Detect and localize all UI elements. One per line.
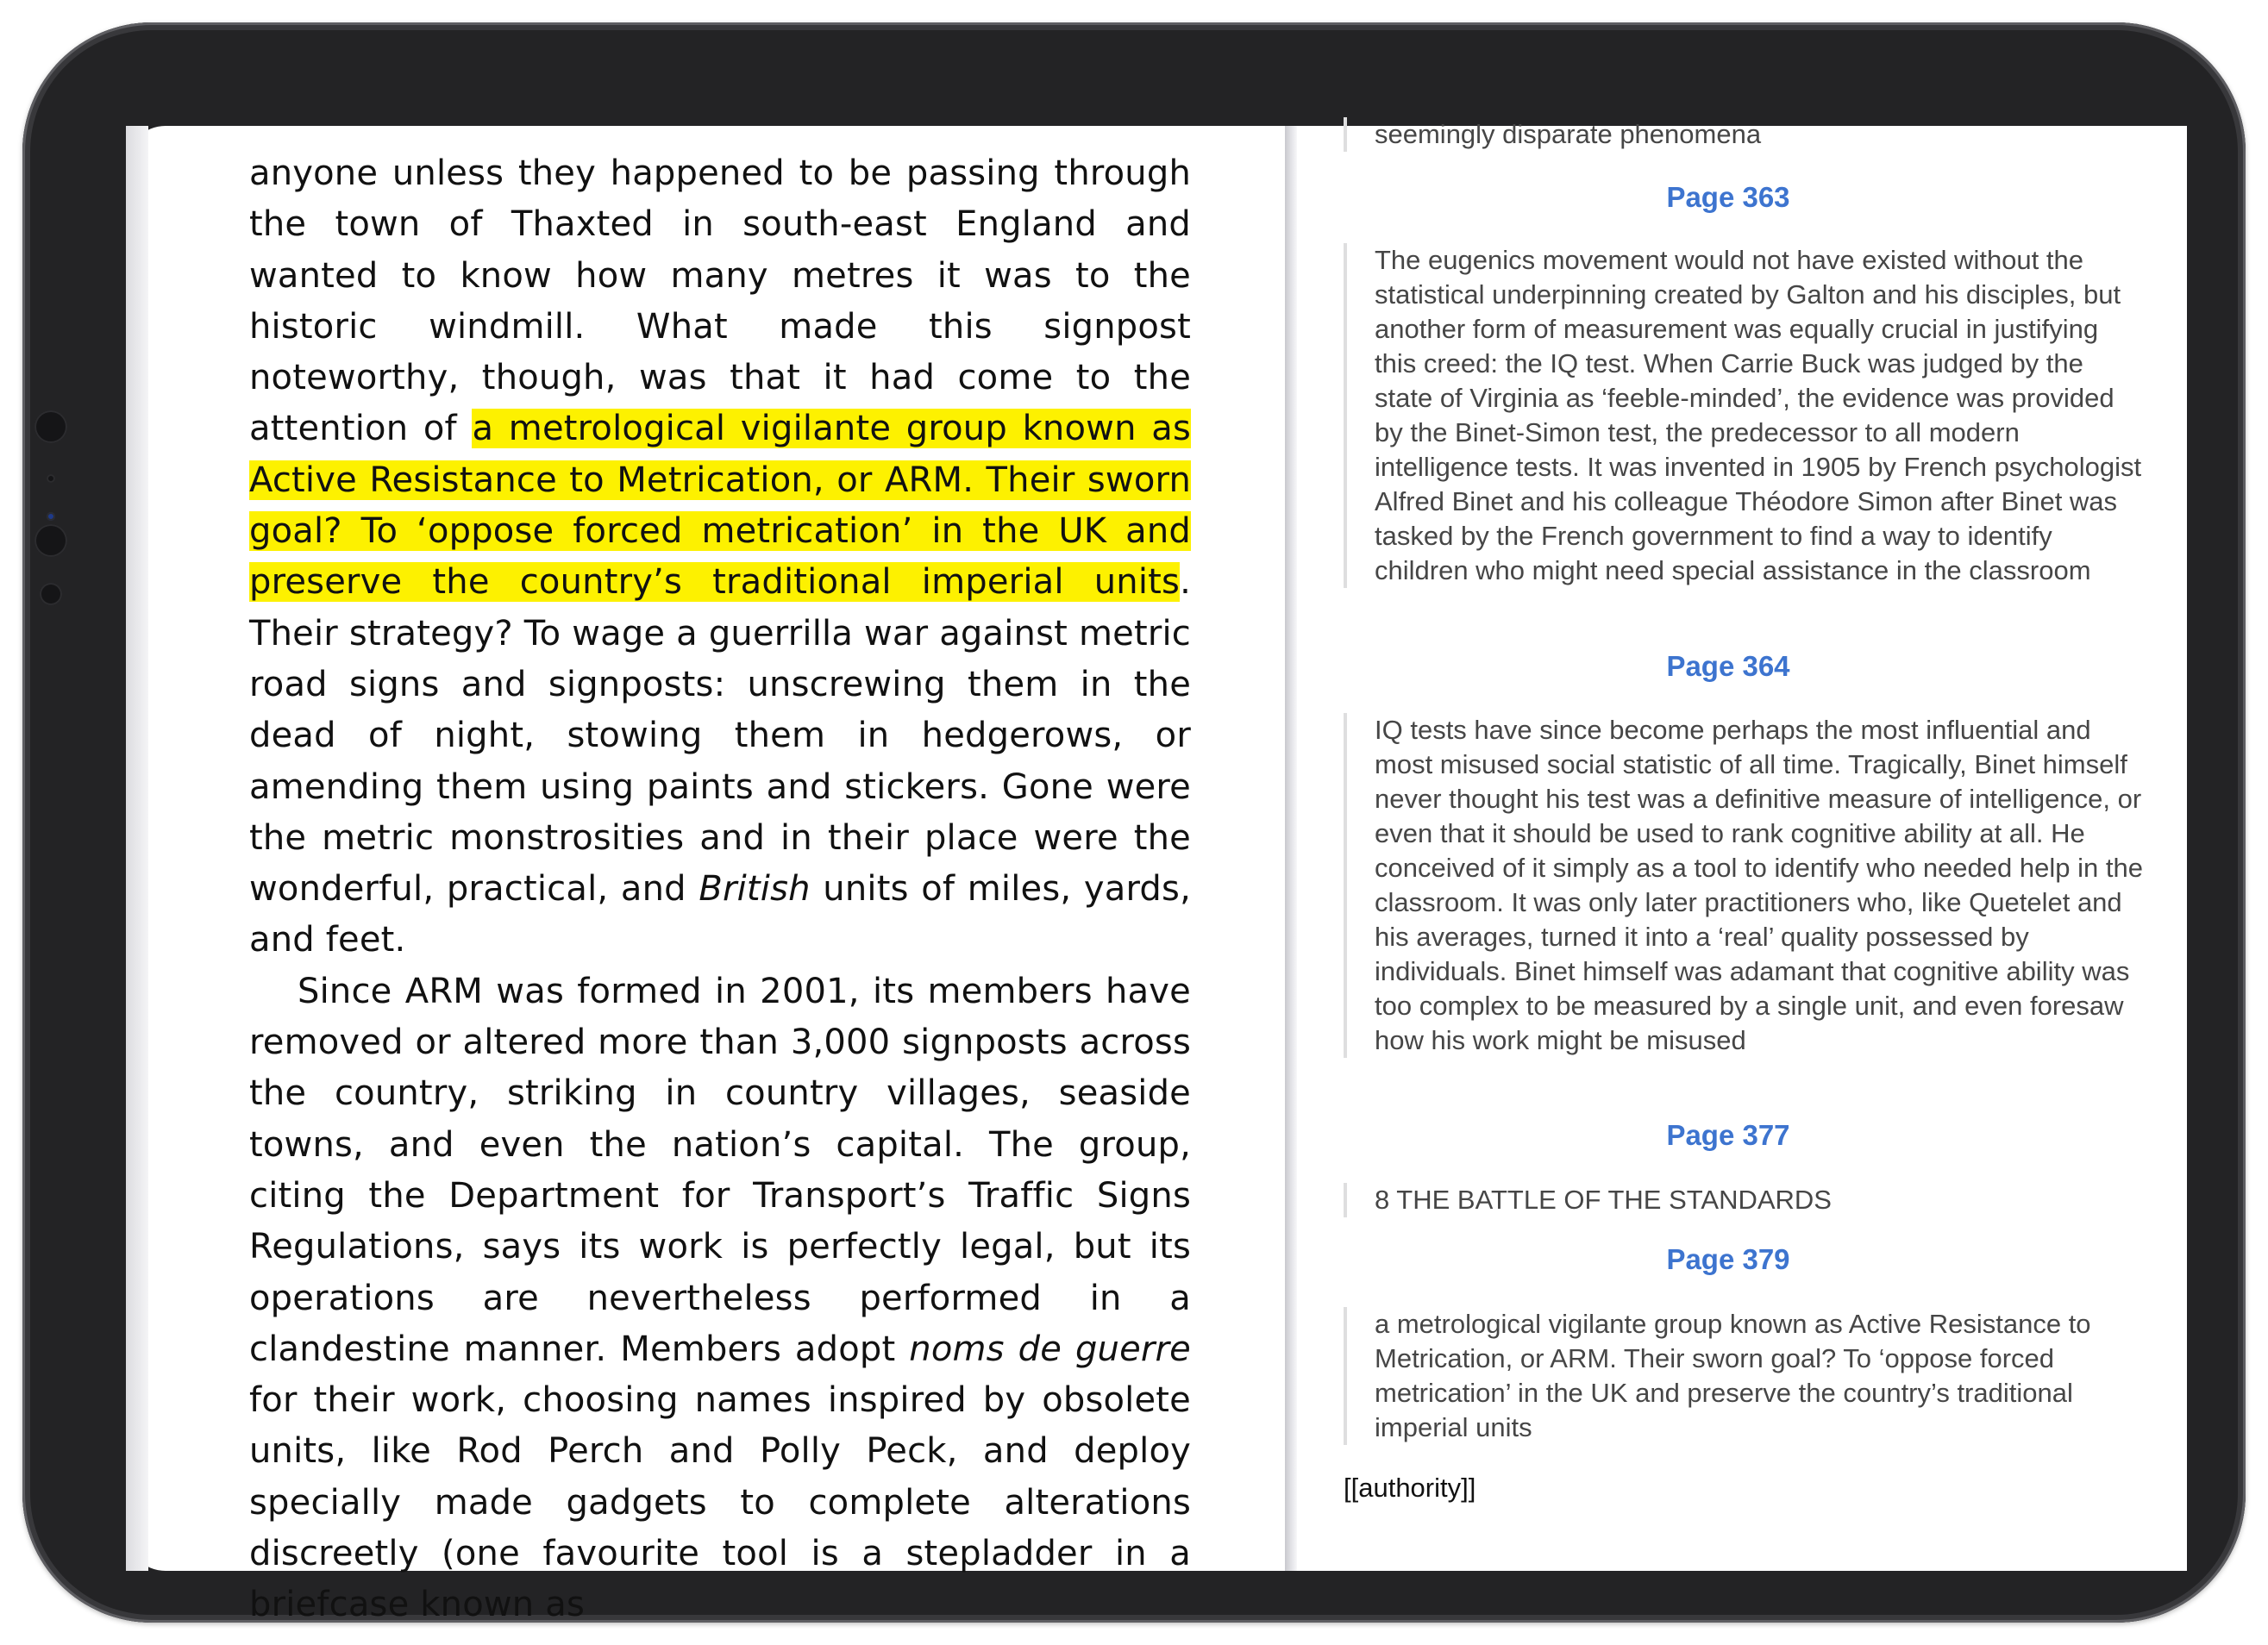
- body-text: . Their strategy? To wage a guerrilla war against metric road signs and signposts: unscrewing them in the dead of night, stowing them in hedgerows, or amending them using paints and stickers. Gone were the metric monstrosities and in their place were the wonderful, practical, and: [249, 562, 1191, 910]
- body-text: units of miles, yards, and feet.: [249, 869, 1191, 960]
- italic-text: British: [699, 869, 811, 910]
- body-text: anyone unless they happened to be passing through the town of Thaxted in south-east England and wanted to know how many metres it was to the historic windmill. What made this signpost noteworthy, though, was that it had come to the attention of: [249, 153, 1191, 449]
- page-link-379[interactable]: Page 379: [1666, 1243, 1790, 1275]
- note-quote-364: IQ tests have since become perhaps the most influential and most misused social statistic of all time. Tragically, Binet himself never thought his test was a definitive measure of intelligence, or even that it should be used to rank cognitive ability at all. He conceived of it simply as a tool to identify who needed help in the classroom. It was only later practitioners who, like Quetelet and his averages, turned it into a ‘real’ quality possessed by individuals. Binet himself was adamant that cognitive ability was too complex to be measured by a single unit, and even foresaw how his work might be misused: [1344, 713, 2146, 1058]
- ebook-reader-page[interactable]: [249, 148, 1191, 1631]
- note-fragment: seemingly disparate phenomena: [1344, 117, 2146, 152]
- note-quote-363: The eugenics movement would not have existed without the statistical underpinning created by Galton and his disciples, but another form of measurement was equally crucial in justifying this creed: the IQ test. When Carrie Buck was judged by the state of Virginia as ‘feeble-minded’, the evidence was provided by the Binet-Simon test, the predecessor to all modern intelligence tests. It was invented in 1905 by French psychologist Alfred Binet and his colleague Théodore Simon after Binet was tasked by the French government to find a way to identify children who might need special assistance in the classroom: [1344, 243, 2146, 588]
- camera-indicator-icon: [47, 512, 55, 521]
- paragraph-1: [249, 148, 1191, 966]
- split-view-divider[interactable]: [1285, 126, 1297, 1571]
- sensor-small-icon: [40, 583, 62, 605]
- sensor-icon: [34, 524, 67, 557]
- body-text: Since ARM was formed in 2001, its members have removed or altered more than 3,000 signposts across the country, striking in country villages, seaside towns, and even the nation’s capital. The group, citing the Department for Transport’s Traffic Signs Regulations, says its work is perfectly legal, but its operations are nevertheless performed in a clandestine manner. Members adopt: [249, 971, 1191, 1369]
- page-gutter: [126, 126, 148, 1571]
- highlighted-passage[interactable]: a metrological vigilante group known as Active Resistance to Metrication, or ARM. Their sworn goal? To ‘oppose forced metrication’ in the UK and preserve the country’s traditional imperial units: [249, 409, 1191, 603]
- note-quote-379: a metrological vigilante group known as Active Resistance to Metrication, or ARM. Their sworn goal? To ‘oppose forced metrication’ in the UK and preserve the country’s traditional imperial units: [1344, 1307, 2146, 1445]
- ipad-device-frame: [22, 22, 2246, 1623]
- page-link-363[interactable]: Page 363: [1666, 181, 1790, 213]
- camera-icon: [34, 410, 67, 443]
- body-text: for their work, choosing names inspired by obsolete units, like Rod Perch and Polly Peck, and deploy specially made gadgets to complete alterations discreetly (one favourite tool is a stepladder in a briefcase known as: [249, 1380, 1191, 1625]
- page-link-364[interactable]: Page 364: [1666, 650, 1790, 682]
- sensor-dot-icon: [47, 474, 55, 483]
- ipad-screen: [126, 119, 2187, 1625]
- notes-panel[interactable]: [1297, 119, 2187, 1571]
- page-link-377[interactable]: Page 377: [1666, 1119, 1790, 1151]
- note-quote-377: 8 THE BATTLE OF THE STANDARDS: [1344, 1183, 2146, 1217]
- italic-text: noms de guerre: [909, 1329, 1191, 1369]
- paragraph-2: [249, 966, 1191, 1631]
- tag-link[interactable]: [[authority]]: [1344, 1473, 1476, 1503]
